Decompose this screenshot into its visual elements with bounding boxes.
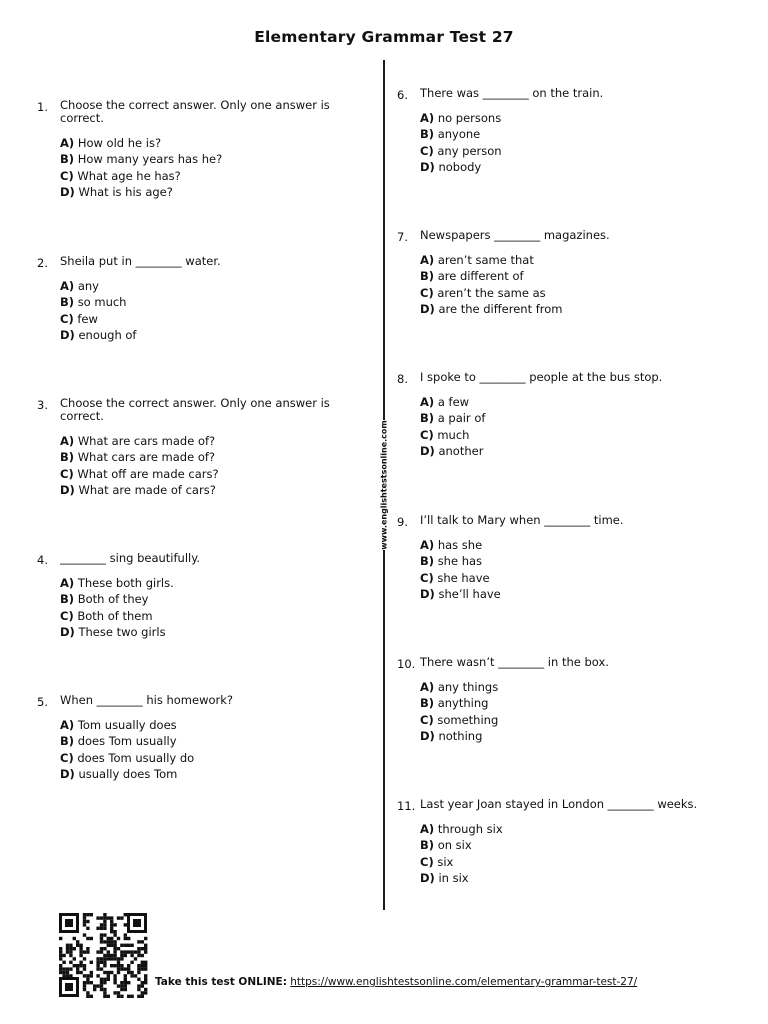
option-a[interactable] — [420, 252, 563, 268]
option-a[interactable] — [420, 110, 502, 126]
question-number: 6. — [397, 88, 408, 102]
option-text: Tom usually does — [77, 718, 177, 732]
answer-options — [420, 110, 502, 176]
option-letter: D) — [60, 625, 75, 640]
option-b[interactable] — [60, 591, 174, 607]
option-letter: D) — [60, 328, 75, 343]
option-a[interactable] — [420, 679, 498, 695]
question-number: 1. — [37, 100, 48, 114]
option-letter: A) — [60, 136, 75, 150]
option-a[interactable] — [60, 717, 194, 733]
question-number: 7. — [397, 230, 408, 244]
option-letter: C) — [420, 285, 434, 300]
option-b[interactable] — [60, 449, 219, 465]
answer-options — [420, 821, 503, 887]
option-letter: A) — [60, 279, 75, 293]
option-letter: A) — [420, 253, 435, 267]
option-letter: B) — [420, 554, 435, 569]
option-c[interactable] — [420, 143, 502, 159]
option-text: anyone — [437, 127, 481, 142]
answer-options — [60, 135, 222, 201]
site-watermark: www.englishtestsonline.com — [379, 420, 389, 550]
option-d[interactable] — [420, 301, 563, 317]
option-letter: C) — [60, 311, 74, 326]
option-c[interactable] — [420, 712, 498, 728]
option-text: any person — [437, 143, 502, 158]
option-letter: A) — [420, 538, 435, 552]
option-text: usually does Tom — [78, 767, 178, 782]
option-text: What cars are made of? — [77, 450, 216, 465]
option-text: she has — [437, 554, 483, 569]
option-letter: D) — [420, 587, 435, 602]
option-letter: A) — [60, 576, 75, 590]
question-text: Last year Joan stayed in London ________ weeks. — [420, 797, 698, 811]
option-letter: D) — [420, 444, 435, 459]
option-letter: D) — [60, 767, 75, 782]
option-b[interactable] — [420, 837, 503, 853]
option-text: Both of them — [77, 608, 153, 623]
option-text: a few — [437, 395, 470, 409]
option-letter: C) — [420, 570, 434, 585]
question-text: Choose the correct answer. Only one answer is correct. — [60, 396, 330, 423]
question-number: 9. — [397, 515, 408, 529]
option-text: enough of — [78, 328, 137, 343]
option-letter: B) — [420, 838, 435, 853]
answer-options — [420, 537, 501, 603]
option-letter: C) — [420, 854, 434, 869]
option-d[interactable] — [420, 586, 501, 602]
option-letter: A) — [420, 395, 435, 409]
option-a[interactable] — [60, 575, 174, 591]
answer-options — [420, 679, 498, 745]
option-c[interactable] — [60, 750, 194, 766]
option-text: Both of they — [77, 592, 149, 607]
option-d[interactable] — [420, 870, 503, 886]
option-letter: D) — [420, 871, 435, 886]
option-c[interactable] — [60, 608, 174, 624]
option-text: any things — [437, 680, 499, 694]
option-text: does Tom usually do — [77, 750, 195, 765]
option-a[interactable] — [60, 135, 222, 151]
question-number: 10. — [397, 657, 416, 671]
question-text: There was ________ on the train. — [420, 86, 604, 100]
option-text: How old he is? — [77, 136, 162, 150]
option-text: on six — [437, 838, 472, 853]
question-number: 11. — [397, 799, 416, 813]
option-c[interactable] — [420, 427, 485, 443]
option-d[interactable] — [60, 327, 137, 343]
option-letter: A) — [420, 822, 435, 836]
option-d[interactable] — [60, 624, 174, 640]
question-number: 3. — [37, 398, 48, 412]
option-letter: C) — [60, 608, 74, 623]
answer-options — [420, 252, 563, 318]
option-text: aren’t same that — [437, 253, 534, 267]
option-letter: A) — [420, 680, 435, 694]
option-b[interactable] — [420, 410, 485, 426]
question-number: 5. — [37, 695, 48, 709]
question-text: I’ll talk to Mary when ________ time. — [420, 513, 624, 527]
option-letter: A) — [60, 434, 75, 448]
option-a[interactable] — [60, 278, 137, 294]
option-text: so much — [77, 295, 127, 310]
option-text: anything — [437, 696, 489, 711]
option-d[interactable] — [420, 443, 485, 459]
option-a[interactable] — [420, 537, 501, 553]
option-letter: C) — [60, 168, 74, 183]
option-letter: C) — [60, 466, 74, 481]
option-b[interactable] — [420, 126, 502, 142]
option-text: any — [77, 279, 99, 293]
option-text: are the different from — [438, 302, 563, 317]
question-text: Sheila put in ________ water. — [60, 254, 221, 268]
option-text: What age he has? — [77, 168, 181, 183]
option-letter: D) — [420, 729, 435, 744]
question-text: ________ sing beautifully. — [60, 551, 201, 565]
option-b[interactable] — [60, 294, 137, 310]
option-text: in six — [438, 871, 469, 886]
option-text: What are cars made of? — [77, 434, 216, 448]
option-letter: D) — [60, 185, 75, 200]
option-letter: B) — [60, 592, 75, 607]
option-text: no persons — [437, 111, 502, 125]
qr-code-icon[interactable] — [58, 912, 148, 998]
question-text: I spoke to ________ people at the bus stop. — [420, 370, 663, 384]
option-letter: B) — [60, 450, 75, 465]
footer-url-link[interactable]: https://www.englishtestsonline.com/elementary-grammar-test-27/ — [290, 976, 638, 988]
option-d[interactable] — [60, 482, 219, 498]
option-text: does Tom usually — [77, 734, 177, 749]
option-c[interactable] — [60, 168, 222, 184]
option-a[interactable] — [420, 821, 503, 837]
option-text: What are made of cars? — [78, 483, 216, 498]
option-b[interactable] — [60, 733, 194, 749]
option-letter: C) — [420, 427, 434, 442]
option-text: are different of — [437, 269, 524, 284]
option-letter: B) — [60, 295, 75, 310]
option-text: has she — [437, 538, 483, 552]
option-text: much — [437, 427, 470, 442]
option-letter: B) — [420, 269, 435, 284]
option-b[interactable] — [420, 695, 498, 711]
option-a[interactable] — [420, 394, 485, 410]
option-c[interactable] — [420, 570, 501, 586]
option-text: nobody — [438, 160, 482, 175]
option-text: These both girls. — [77, 576, 174, 590]
option-text: she’ll have — [438, 587, 501, 602]
option-letter: A) — [60, 718, 75, 732]
option-c[interactable] — [420, 285, 563, 301]
question-text: Choose the correct answer. Only one answer is correct. — [60, 98, 330, 125]
option-text: through six — [437, 822, 503, 836]
option-text: nothing — [438, 729, 483, 744]
option-text: six — [437, 854, 454, 869]
option-text: aren’t the same as — [437, 285, 546, 300]
option-text: What off are made cars? — [77, 466, 219, 481]
option-text: another — [438, 444, 484, 459]
option-letter: C) — [420, 712, 434, 727]
option-text: These two girls — [78, 625, 166, 640]
option-letter: D) — [420, 302, 435, 317]
answer-options — [60, 717, 194, 783]
option-text: What is his age? — [78, 185, 173, 200]
question-text: When ________ his homework? — [60, 693, 233, 707]
option-c[interactable] — [60, 311, 137, 327]
option-letter: A) — [420, 111, 435, 125]
option-b[interactable] — [420, 553, 501, 569]
question-number: 4. — [37, 553, 48, 567]
option-text: something — [437, 712, 499, 727]
option-letter: B) — [60, 734, 75, 749]
option-text: she have — [437, 570, 490, 585]
question-text: There wasn’t ________ in the box. — [420, 655, 609, 669]
option-d[interactable] — [60, 766, 194, 782]
option-letter: D) — [420, 160, 435, 175]
answer-options — [60, 433, 219, 499]
option-letter: B) — [420, 696, 435, 711]
footer-label: Take this test ONLINE: — [155, 976, 287, 988]
answer-options — [60, 278, 137, 344]
footer-online-link — [155, 976, 637, 988]
option-c[interactable] — [420, 854, 503, 870]
option-letter: C) — [420, 143, 434, 158]
option-text: few — [77, 311, 98, 326]
option-letter: B) — [420, 127, 435, 142]
option-text: a pair of — [437, 411, 486, 426]
question-number: 8. — [397, 372, 408, 386]
question-number: 2. — [37, 256, 48, 270]
question-text: Newspapers ________ magazines. — [420, 228, 610, 242]
option-d[interactable] — [420, 159, 502, 175]
page-title: Elementary Grammar Test 27 — [254, 28, 514, 46]
option-d[interactable] — [420, 728, 498, 744]
option-c[interactable] — [60, 466, 219, 482]
option-b[interactable] — [420, 268, 563, 284]
option-letter: C) — [60, 750, 74, 765]
option-letter: D) — [60, 483, 75, 498]
option-d[interactable] — [60, 184, 222, 200]
option-text: How many years has he? — [77, 152, 223, 167]
option-b[interactable] — [60, 151, 222, 167]
answer-options — [60, 575, 174, 641]
option-letter: B) — [60, 152, 75, 167]
option-letter: B) — [420, 411, 435, 426]
answer-options — [420, 394, 485, 460]
option-a[interactable] — [60, 433, 219, 449]
